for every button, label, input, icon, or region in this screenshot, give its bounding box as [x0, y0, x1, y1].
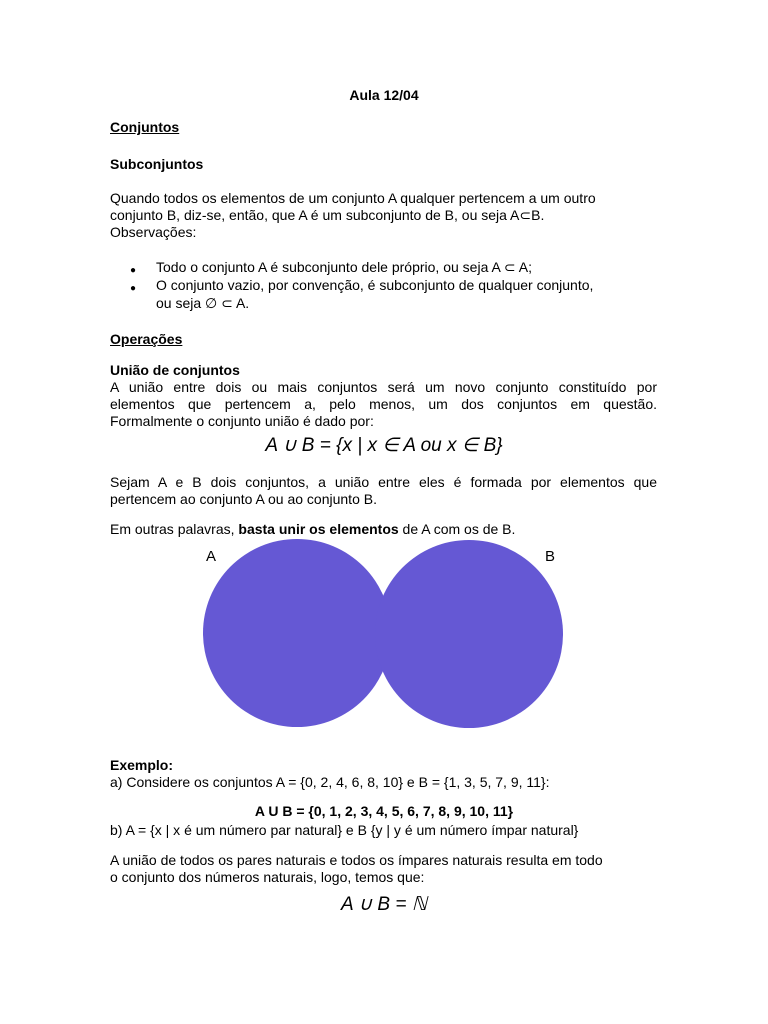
bold-phrase: basta unir os elementos [238, 521, 399, 537]
example-result: A U B = {0, 1, 2, 3, 4, 5, 6, 7, 8, 9, 10, 11} [254, 803, 514, 819]
paragraph-line: a) Considere os conjuntos A = {0, 2, 4, 6, 8, 10} e B = {1, 3, 5, 7, 9, 11}: [110, 774, 550, 790]
list-item: ou seja ∅ ⊂ A. [156, 295, 250, 311]
paragraph-line: elementos que pertencem a, pelo menos, um dos conjuntos em questão. [110, 396, 657, 412]
paragraph-line: A união entre dois ou mais conjuntos será um novo conjunto constituído por [110, 379, 657, 395]
page-title: Aula 12/04 [349, 87, 419, 103]
paragraph-line: Sejam A e B dois conjuntos, a união entre eles é formada por elementos que [110, 474, 657, 490]
bullet-icon: ● [130, 265, 137, 276]
venn-circle-a [203, 539, 391, 727]
paragraph-line: b) A = {x | x é um número par natural} e B {y | y é um número ímpar natural} [110, 822, 579, 838]
venn-diagram [200, 536, 570, 732]
union-heading: União de conjuntos [110, 362, 240, 378]
bullet-icon: ● [130, 283, 137, 294]
venn-circle-b [375, 540, 563, 728]
section-heading-operacoes: Operações [110, 331, 183, 347]
paragraph-line: Observações: [110, 224, 197, 240]
paragraph-line: Em outras palavras, basta unir os elementos de A com os de B. [110, 521, 516, 537]
paragraph-line: conjunto B, diz-se, então, que A é um subconjunto de B, ou seja A⊂B. [110, 207, 545, 223]
paragraph-line: o conjunto dos números naturais, logo, temos que: [110, 869, 425, 885]
list-item: Todo o conjunto A é subconjunto dele próprio, ou seja A ⊂ A; [156, 259, 533, 275]
subsection-heading-subconjuntos: Subconjuntos [110, 156, 204, 172]
list-item: O conjunto vazio, por convenção, é subconjunto de qualquer conjunto, [156, 277, 594, 293]
union-formula: A ∪ B = {x | x ∈ A ou x ∈ B} [265, 435, 503, 456]
venn-label-a: A [206, 548, 217, 565]
example-heading: Exemplo: [110, 757, 174, 773]
section-heading-conjuntos: Conjuntos [110, 119, 180, 135]
venn-label-b: B [545, 548, 556, 565]
paragraph-line: Formalmente o conjunto união é dado por: [110, 413, 374, 429]
paragraph-line: pertencem ao conjunto A ou ao conjunto B. [110, 491, 377, 507]
naturals-formula: A ∪ B = ℕ [341, 894, 427, 915]
paragraph-line: A união de todos os pares naturais e todos os ímpares naturais resulta em todo [110, 852, 603, 868]
paragraph-line: Quando todos os elementos de um conjunto A qualquer pertencem a um outro [110, 190, 596, 206]
